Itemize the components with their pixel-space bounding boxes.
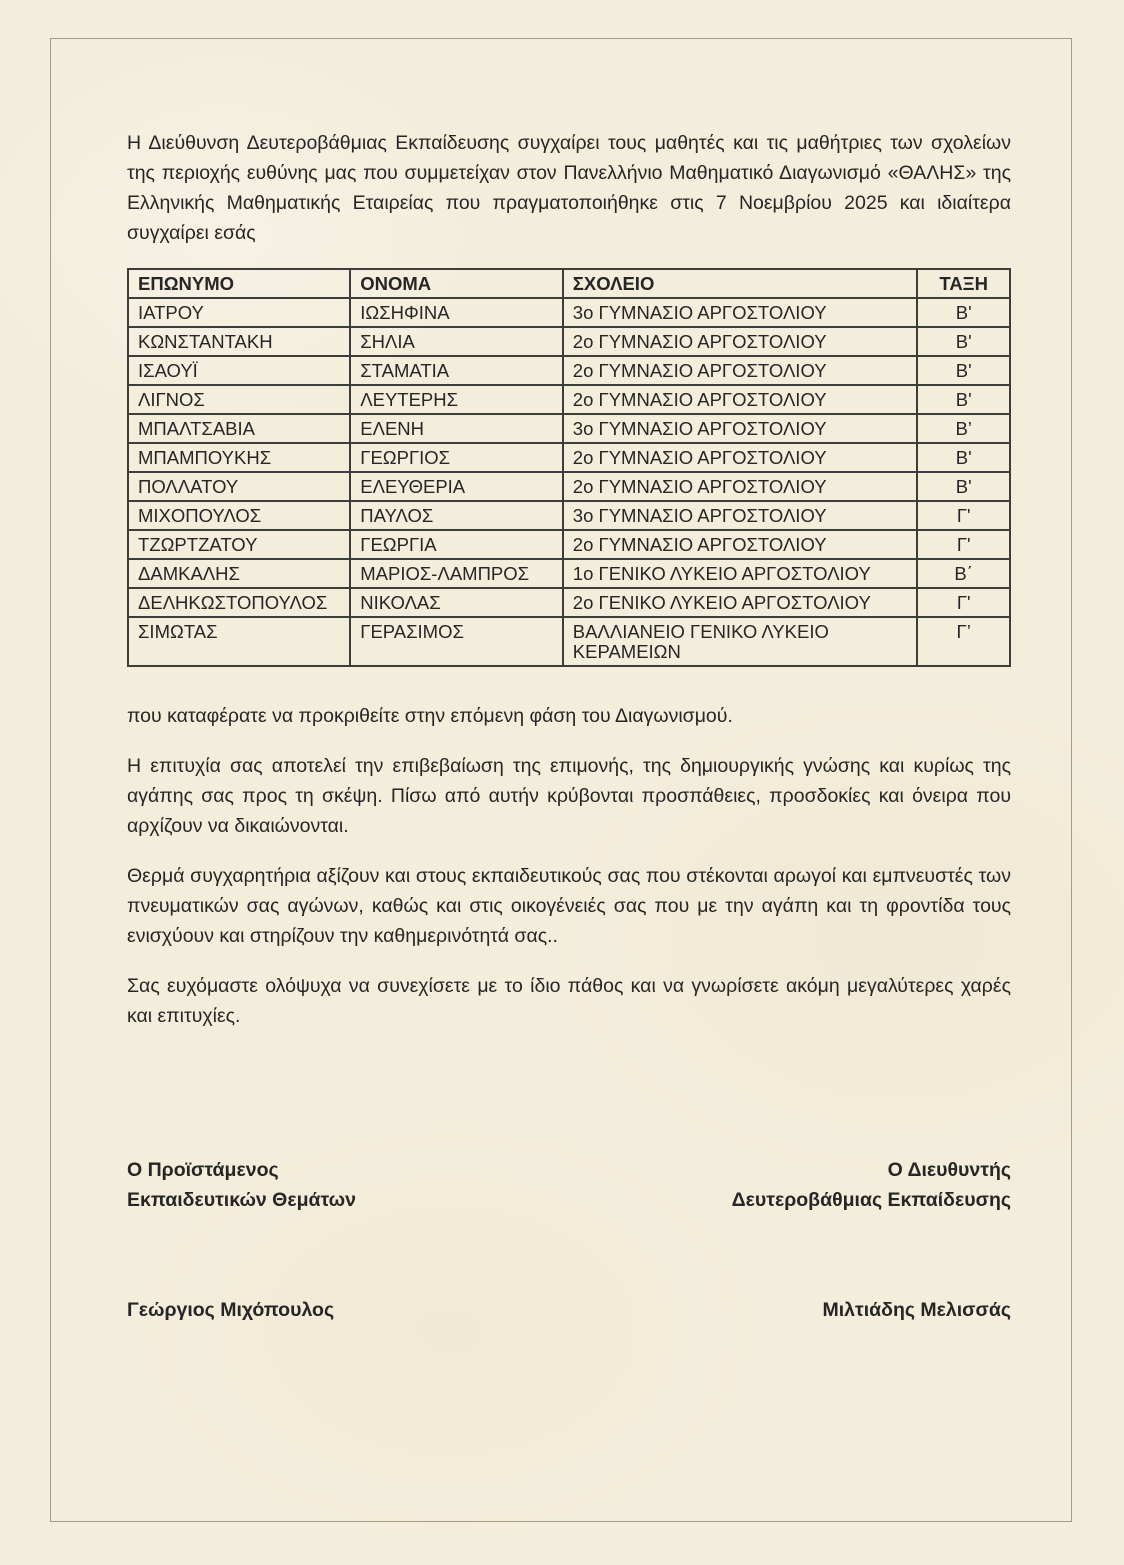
cell-surname: ΜΙΧΟΠΟΥΛΟΣ — [128, 501, 350, 530]
after-table-paragraph: που καταφέρατε να προκριθείτε στην επόμενη φάση του Διαγωνισμού. — [127, 705, 733, 727]
cell-grade: Β΄ — [917, 559, 1010, 588]
cell-school: 2ο ΓΥΜΝΑΣΙΟ ΑΡΓΟΣΤΟΛΙΟΥ — [563, 327, 918, 356]
cell-name: ΜΑΡΙΟΣ-ΛΑΜΠΡΟΣ — [350, 559, 563, 588]
cell-school: 2ο ΓΥΜΝΑΣΙΟ ΑΡΓΟΣΤΟΛΙΟΥ — [563, 472, 918, 501]
cell-surname: ΙΑΤΡΟΥ — [128, 298, 350, 327]
results-table-header — [128, 269, 1010, 298]
table-row — [128, 298, 1010, 327]
wishes-paragraph: Σας ευχόμαστε ολόψυχα να συνεχίσετε με το ίδιο πάθος και να γνωρίσετε ακόμη μεγαλύτερες χαρές και επιτυχίες. — [127, 975, 1011, 1027]
cell-grade: Β' — [917, 385, 1010, 414]
cell-name: ΕΛΕΝΗ — [350, 414, 563, 443]
cell-grade: Γ' — [917, 501, 1010, 530]
cell-grade: Β' — [917, 472, 1010, 501]
signature-titles-row — [127, 1155, 1011, 1215]
signature-right-title-line1: Ο Διευθυντής — [887, 1159, 1011, 1181]
cell-school: 2ο ΓΥΜΝΑΣΙΟ ΑΡΓΟΣΤΟΛΙΟΥ — [563, 385, 918, 414]
cell-grade: Γ' — [917, 530, 1010, 559]
table-row — [128, 501, 1010, 530]
table-row — [128, 414, 1010, 443]
header-grade: ΤΑΞΗ — [917, 269, 1010, 298]
cell-school: 2ο ΓΥΜΝΑΣΙΟ ΑΡΓΟΣΤΟΛΙΟΥ — [563, 443, 918, 472]
header-surname: ΕΠΩΝΥΜΟ — [128, 269, 350, 298]
signature-title-right — [732, 1155, 1011, 1215]
signature-left-title-line1: Ο Προϊστάμενος — [127, 1159, 279, 1181]
cell-grade: Β' — [917, 443, 1010, 472]
cell-school: 1ο ΓΕΝΙΚΟ ΛΥΚΕΙΟ ΑΡΓΟΣΤΟΛΙΟΥ — [563, 559, 918, 588]
table-row — [128, 356, 1010, 385]
cell-school: ΒΑΛΛΙΑΝΕΙΟ ΓΕΝΙΚΟ ΛΥΚΕΙΟ ΚΕΡΑΜΕΙΩΝ — [563, 617, 918, 666]
cell-school: 3ο ΓΥΜΝΑΣΙΟ ΑΡΓΟΣΤΟΛΙΟΥ — [563, 501, 918, 530]
cell-name: ΓΕΡΑΣΙΜΟΣ — [350, 617, 563, 666]
cell-name: ΣΤΑΜΑΤΙΑ — [350, 356, 563, 385]
cell-school: 3ο ΓΥΜΝΑΣΙΟ ΑΡΓΟΣΤΟΛΙΟΥ — [563, 298, 918, 327]
cell-school: 3ο ΓΥΜΝΑΣΙΟ ΑΡΓΟΣΤΟΛΙΟΥ — [563, 414, 918, 443]
cell-surname: ΛΙΓΝΟΣ — [128, 385, 350, 414]
cell-surname: ΜΠΑΜΠΟΥΚΗΣ — [128, 443, 350, 472]
cell-grade: Β' — [917, 298, 1010, 327]
header-row — [128, 269, 1010, 298]
results-table — [127, 268, 1011, 667]
header-school: ΣΧΟΛΕΙΟ — [563, 269, 918, 298]
table-row — [128, 617, 1010, 666]
table-row — [128, 588, 1010, 617]
cell-school: 2ο ΓΥΜΝΑΣΙΟ ΑΡΓΟΣΤΟΛΙΟΥ — [563, 530, 918, 559]
signature-names-row — [127, 1295, 1011, 1325]
cell-name: ΙΩΣΗΦΙΝΑ — [350, 298, 563, 327]
cell-name: ΛΕΥΤΕΡΗΣ — [350, 385, 563, 414]
table-row — [128, 327, 1010, 356]
cell-school: 2ο ΓΥΜΝΑΣΙΟ ΑΡΓΟΣΤΟΛΙΟΥ — [563, 356, 918, 385]
table-row — [128, 530, 1010, 559]
cell-name: ΓΕΩΡΓΙΟΣ — [350, 443, 563, 472]
table-row — [128, 559, 1010, 588]
cell-surname: ΣΙΜΩΤΑΣ — [128, 617, 350, 666]
signature-title-left — [127, 1155, 356, 1215]
cell-name: ΣΗΛΙΑ — [350, 327, 563, 356]
signature-right-name: Μιλτιάδης Μελισσάς — [822, 1299, 1011, 1321]
cell-name: ΓΕΩΡΓΙΑ — [350, 530, 563, 559]
cell-surname: ΤΖΩΡΤΖΑΤΟΥ — [128, 530, 350, 559]
results-table-body — [128, 298, 1010, 666]
success-paragraph: Η επιτυχία σας αποτελεί την επιβεβαίωση της επιμονής, της δημιουργικής γνώσης και κυρίως της αγάπης σας προς τη σκέψη. Πίσω από αυτήν κρύβονται προσπάθειες, προσδοκίες και όνειρα που αρχίζουν να δικαιώνονται. — [127, 755, 1011, 837]
intro-paragraph: Η Διεύθυνση Δευτεροβάθμιας Εκπαίδευσης συγχαίρει τους μαθητές και τις μαθήτριες των σχολείων της περιοχής ευθύνης μας που συμμετείχαν στον Πανελλήνιο Μαθηματικό Διαγωνισμό «ΘΑΛΗΣ» της Ελληνικής Μαθηματικής Εταιρείας που πραγματοποιήθηκε στις 7 Νοεμβρίου 2025 και ιδιαίτερα συγχαίρει εσάς — [127, 132, 1011, 244]
document-content — [127, 128, 1011, 1325]
cell-surname: ΔΑΜΚΑΛΗΣ — [128, 559, 350, 588]
cell-grade: Β' — [917, 327, 1010, 356]
cell-name: ΕΛΕΥΘΕΡΙΑ — [350, 472, 563, 501]
teachers-paragraph: Θερμά συγχαρητήρια αξίζουν και στους εκπαιδευτικούς σας που στέκονται αρωγοί και εμπνευστές των πνευματικών σας αγώνων, καθώς και στις οικογένειές σας που με την αγάπη και τη φροντίδα τους ενισχύουν και στηρίζουν την καθημερινότητά σας.. — [127, 865, 1011, 947]
signature-right-title-line2: Δευτεροβάθμιας Εκπαίδευσης — [731, 1189, 1011, 1211]
cell-surname: ΠΟΛΛΑΤΟΥ — [128, 472, 350, 501]
cell-name: ΝΙΚΟΛΑΣ — [350, 588, 563, 617]
cell-grade: Γ’ — [917, 617, 1010, 666]
table-row — [128, 443, 1010, 472]
cell-name: ΠΑΥΛΟΣ — [350, 501, 563, 530]
cell-surname: ΔΕΛΗΚΩΣΤΟΠΟΥΛΟΣ — [128, 588, 350, 617]
cell-surname: ΚΩΝΣΤΑΝΤΑΚΗ — [128, 327, 350, 356]
header-name: ΟΝΟΜΑ — [350, 269, 563, 298]
cell-grade: Γ' — [917, 588, 1010, 617]
cell-grade: Β' — [917, 356, 1010, 385]
cell-surname: ΜΠΑΛΤΣΑΒΙΑ — [128, 414, 350, 443]
cell-surname: ΙΣΑΟΥΪ — [128, 356, 350, 385]
signature-left-title-line2: Εκπαιδευτικών Θεμάτων — [127, 1189, 357, 1211]
table-row — [128, 385, 1010, 414]
cell-grade: Β’ — [917, 414, 1010, 443]
signature-left-name: Γεώργιος Μιχόπουλος — [127, 1299, 335, 1321]
cell-school: 2ο ΓΕΝΙΚΟ ΛΥΚΕΙΟ ΑΡΓΟΣΤΟΛΙΟΥ — [563, 588, 918, 617]
table-row — [128, 472, 1010, 501]
